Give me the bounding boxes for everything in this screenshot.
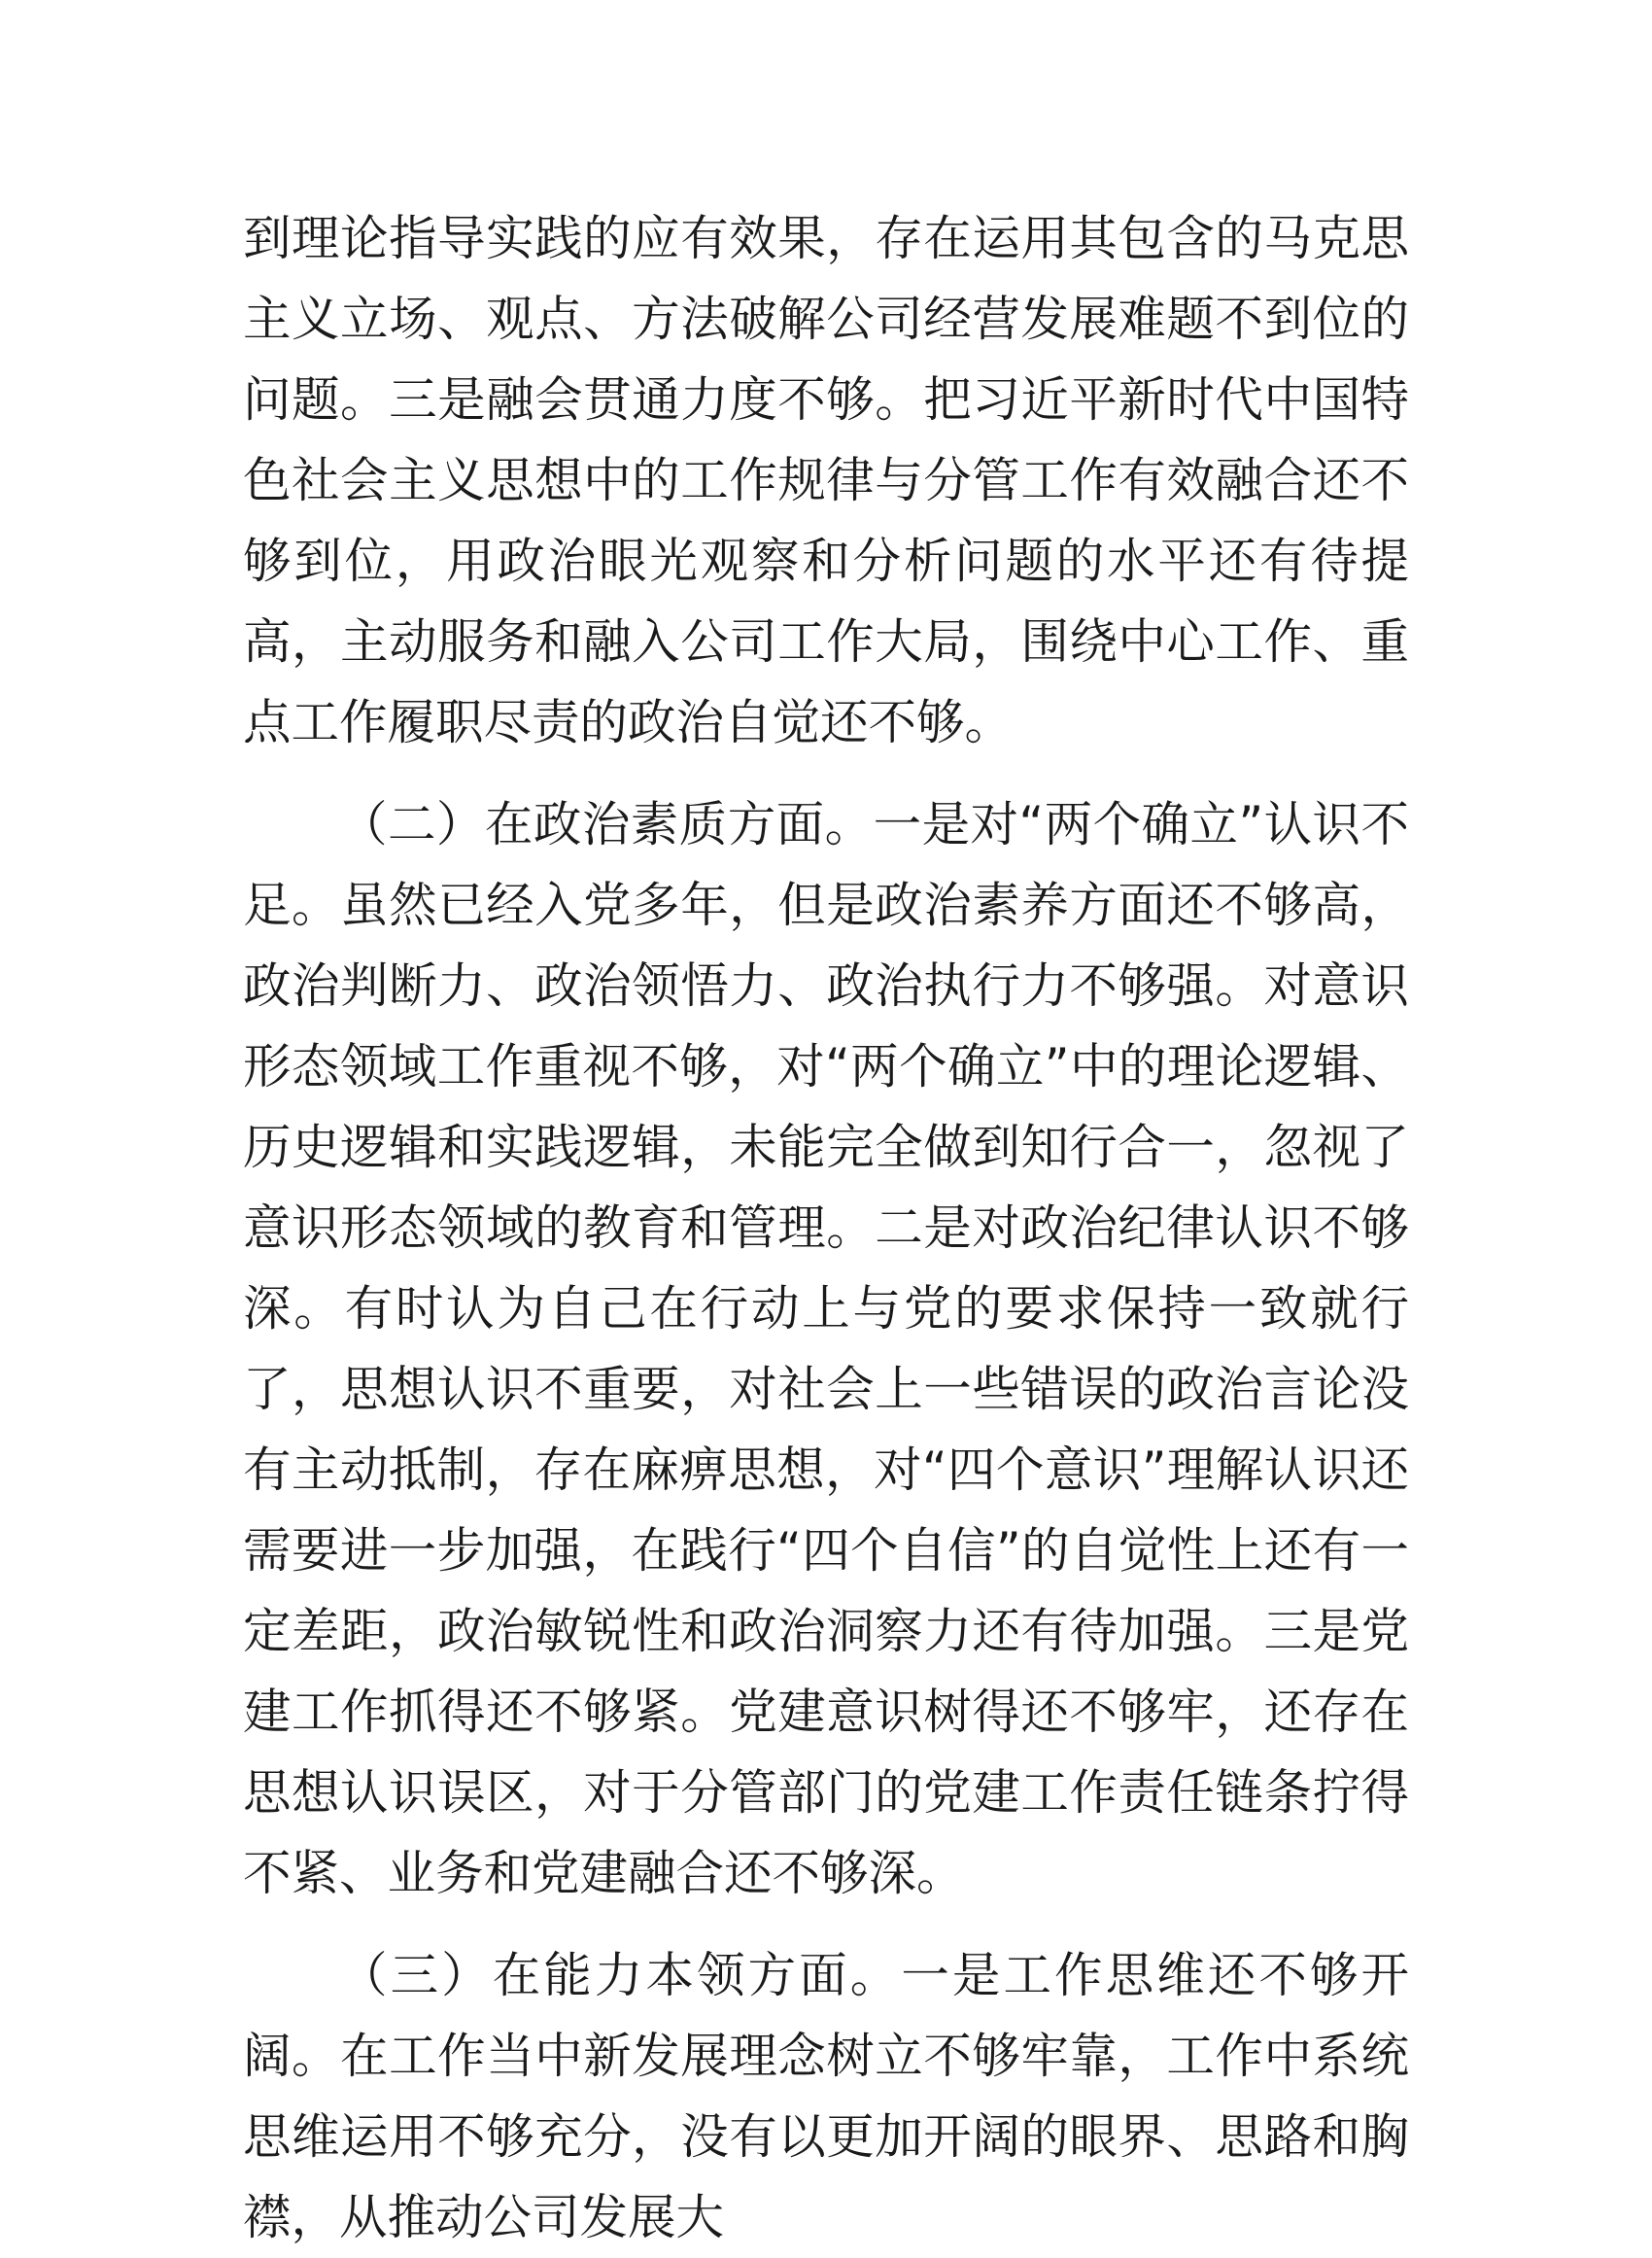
document-page	[243, 198, 1409, 2258]
paragraph-political-quality: （二）在政治素质方面。一是对“两个确立”认识不足。虽然已经入党多年，但是政治素养方面还不够高，政治判断力、政治领悟力、政治执行力不够强。对意识形态领域工作重视不够，对“两个确立”中的理论逻辑、历史逻辑和实践逻辑，未能完全做到知行合一，忽视了意识形态领域的教育和管理。二是对政治纪律认识不够深。有时认为自己在行动上与党的要求保持一致就行了，思想认识不重要，对社会上一些错误的政治言论没有主动抵制，存在麻痹思想，对“四个意识”理解认识还需要进一步加强，在践行“四个自信”的自觉性上还有一定差距，政治敏锐性和政治洞察力还有待加强。三是党建工作抓得还不够紧。党建意识树得还不够牢，还存在思想认识误区，对于分管部门的党建工作责任链条拧得不紧、业务和党建融合还不够深。	[243, 796, 1409, 1901]
paragraph-continuation: 到理论指导实践的应有效果，存在运用其包含的马克思主义立场、观点、方法破解公司经营发展难题不到位的问题。三是融会贯通力度不够。把习近平新时代中国特色社会主义思想中的工作规律与分管工作有效融合还不够到位，用政治眼光观察和分析问题的水平还有待提高，主动服务和融入公司工作大局，围绕中心工作、重点工作履职尽责的政治自觉还不够。	[243, 210, 1409, 750]
paragraph-ability: （三）在能力本领方面。一是工作思维还不够开阔。在工作当中新发展理念树立不够牢靠，工作中系统思维运用不够充分，没有以更加开阔的眼界、思路和胸襟，从推动公司发展大	[243, 1947, 1409, 2245]
